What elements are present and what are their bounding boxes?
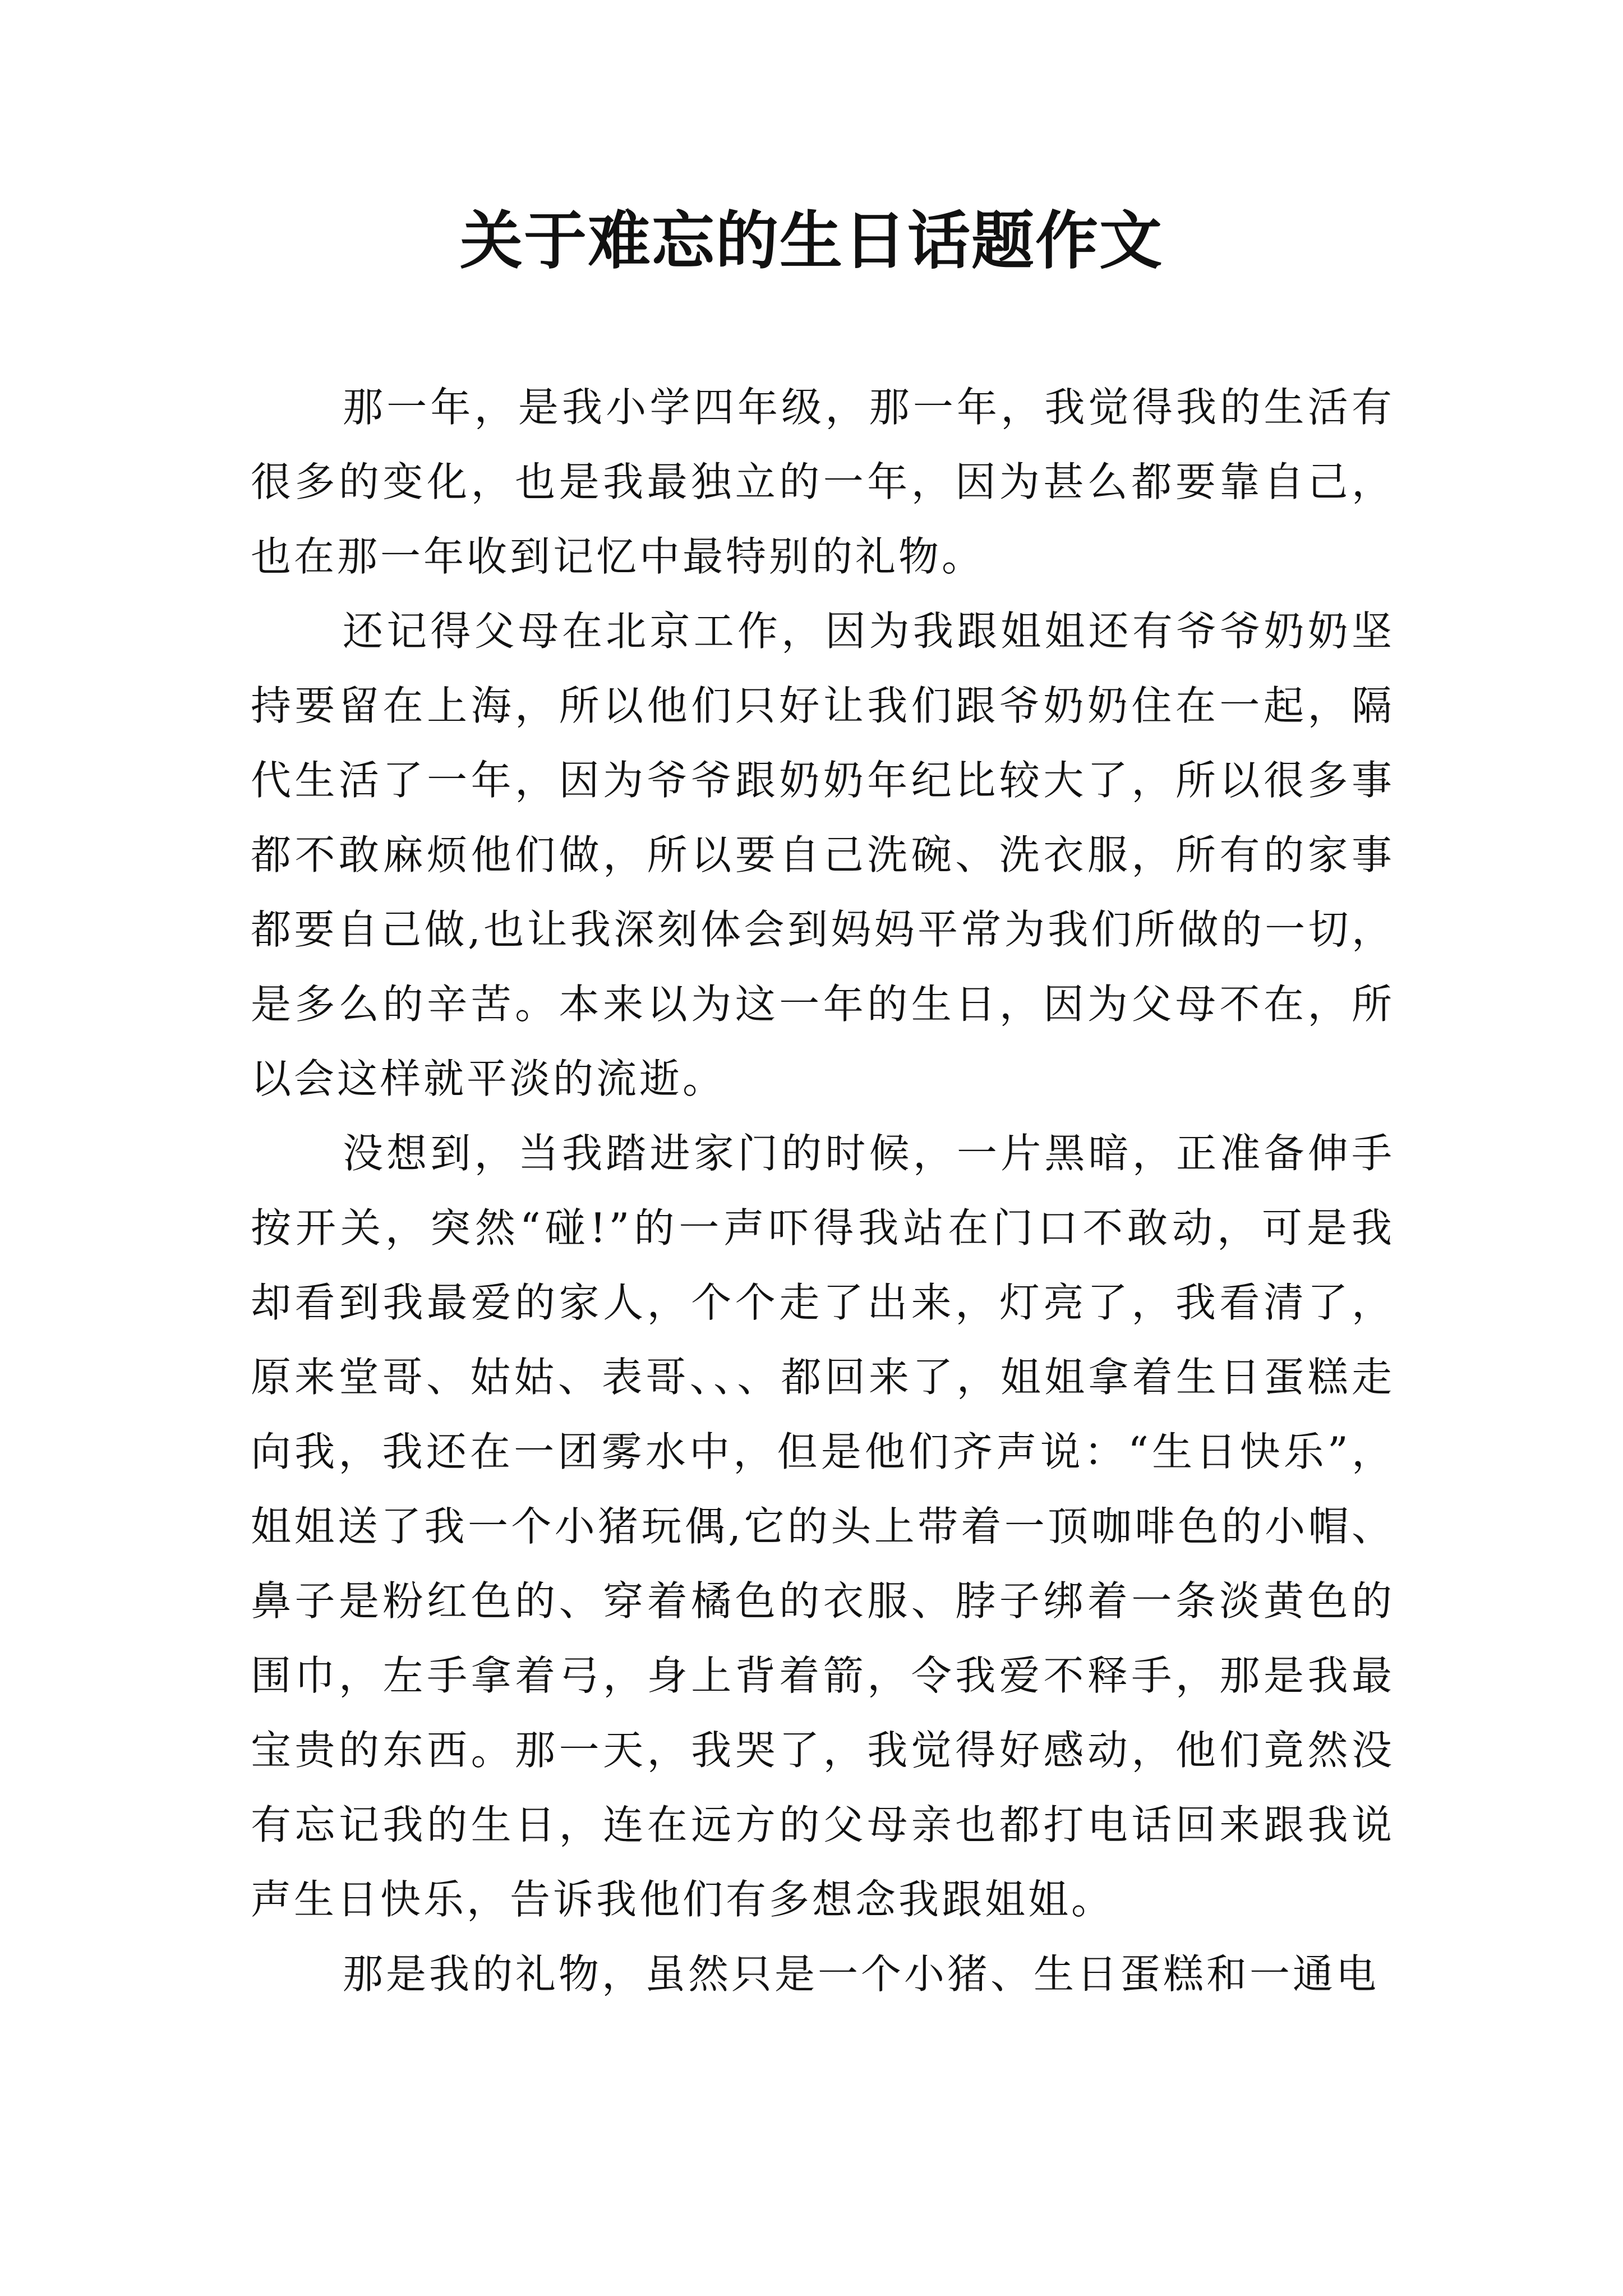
- paragraph-3: 没想到，当我踏进家门的时候，一片黑暗，正准备伸手按开关，突然“碰!”的一声吓得我站在门口不敢动，可是我却看到我最爱的家人，个个走了出来，灯亮了，我看清了，原来堂哥、姑姑、表哥、、、都回来了，姐姐拿着生日蛋糕走向我，我还在一团雾水中，但是他们齐声说：“生日快乐”，姐姐送了我一个小猪玩偶,它的头上带着一顶咖啡色的小帽、鼻子是粉红色的、穿着橘色的衣服、脖子绑着一条淡黄色的围巾，左手拿着弓，身上背着箭，令我爱不释手，那是我最宝贵的东西。那一天，我哭了，我觉得好感动，他们竟然没有忘记我的生日，连在远方的父母亲也都打电话回来跟我说声生日快乐，告诉我他们有多想念我跟姐姐。: [251, 1130, 1395, 1923]
- document-title: 关于难忘的生日话题作文: [460, 204, 1163, 278]
- paragraph-2: 还记得父母在北京工作，因为我跟姐姐还有爷爷奶奶坚持要留在上海，所以他们只好让我们跟爷奶奶住在一起，隔代生活了一年，因为爷爷跟奶奶年纪比较大了，所以很多事都不敢麻烦他们做，所以要自己洗碗、洗衣服，所有的家事都要自己做,也让我深刻体会到妈妈平常为我们所做的一切，是多么的辛苦。本来以为这一年的生日，因为父母不在，所以会这样就平淡的流逝。: [251, 608, 1395, 1102]
- document-body: [251, 370, 1395, 2012]
- paragraph-1: 那一年，是我小学四年级，那一年，我觉得我的生活有很多的变化，也是我最独立的一年，因为甚么都要靠自己，也在那一年收到记忆中最特别的礼物。: [251, 384, 1395, 580]
- paragraph-4: 那是我的礼物，虽然只是一个小猪、生日蛋糕和一通电: [343, 1950, 1380, 1998]
